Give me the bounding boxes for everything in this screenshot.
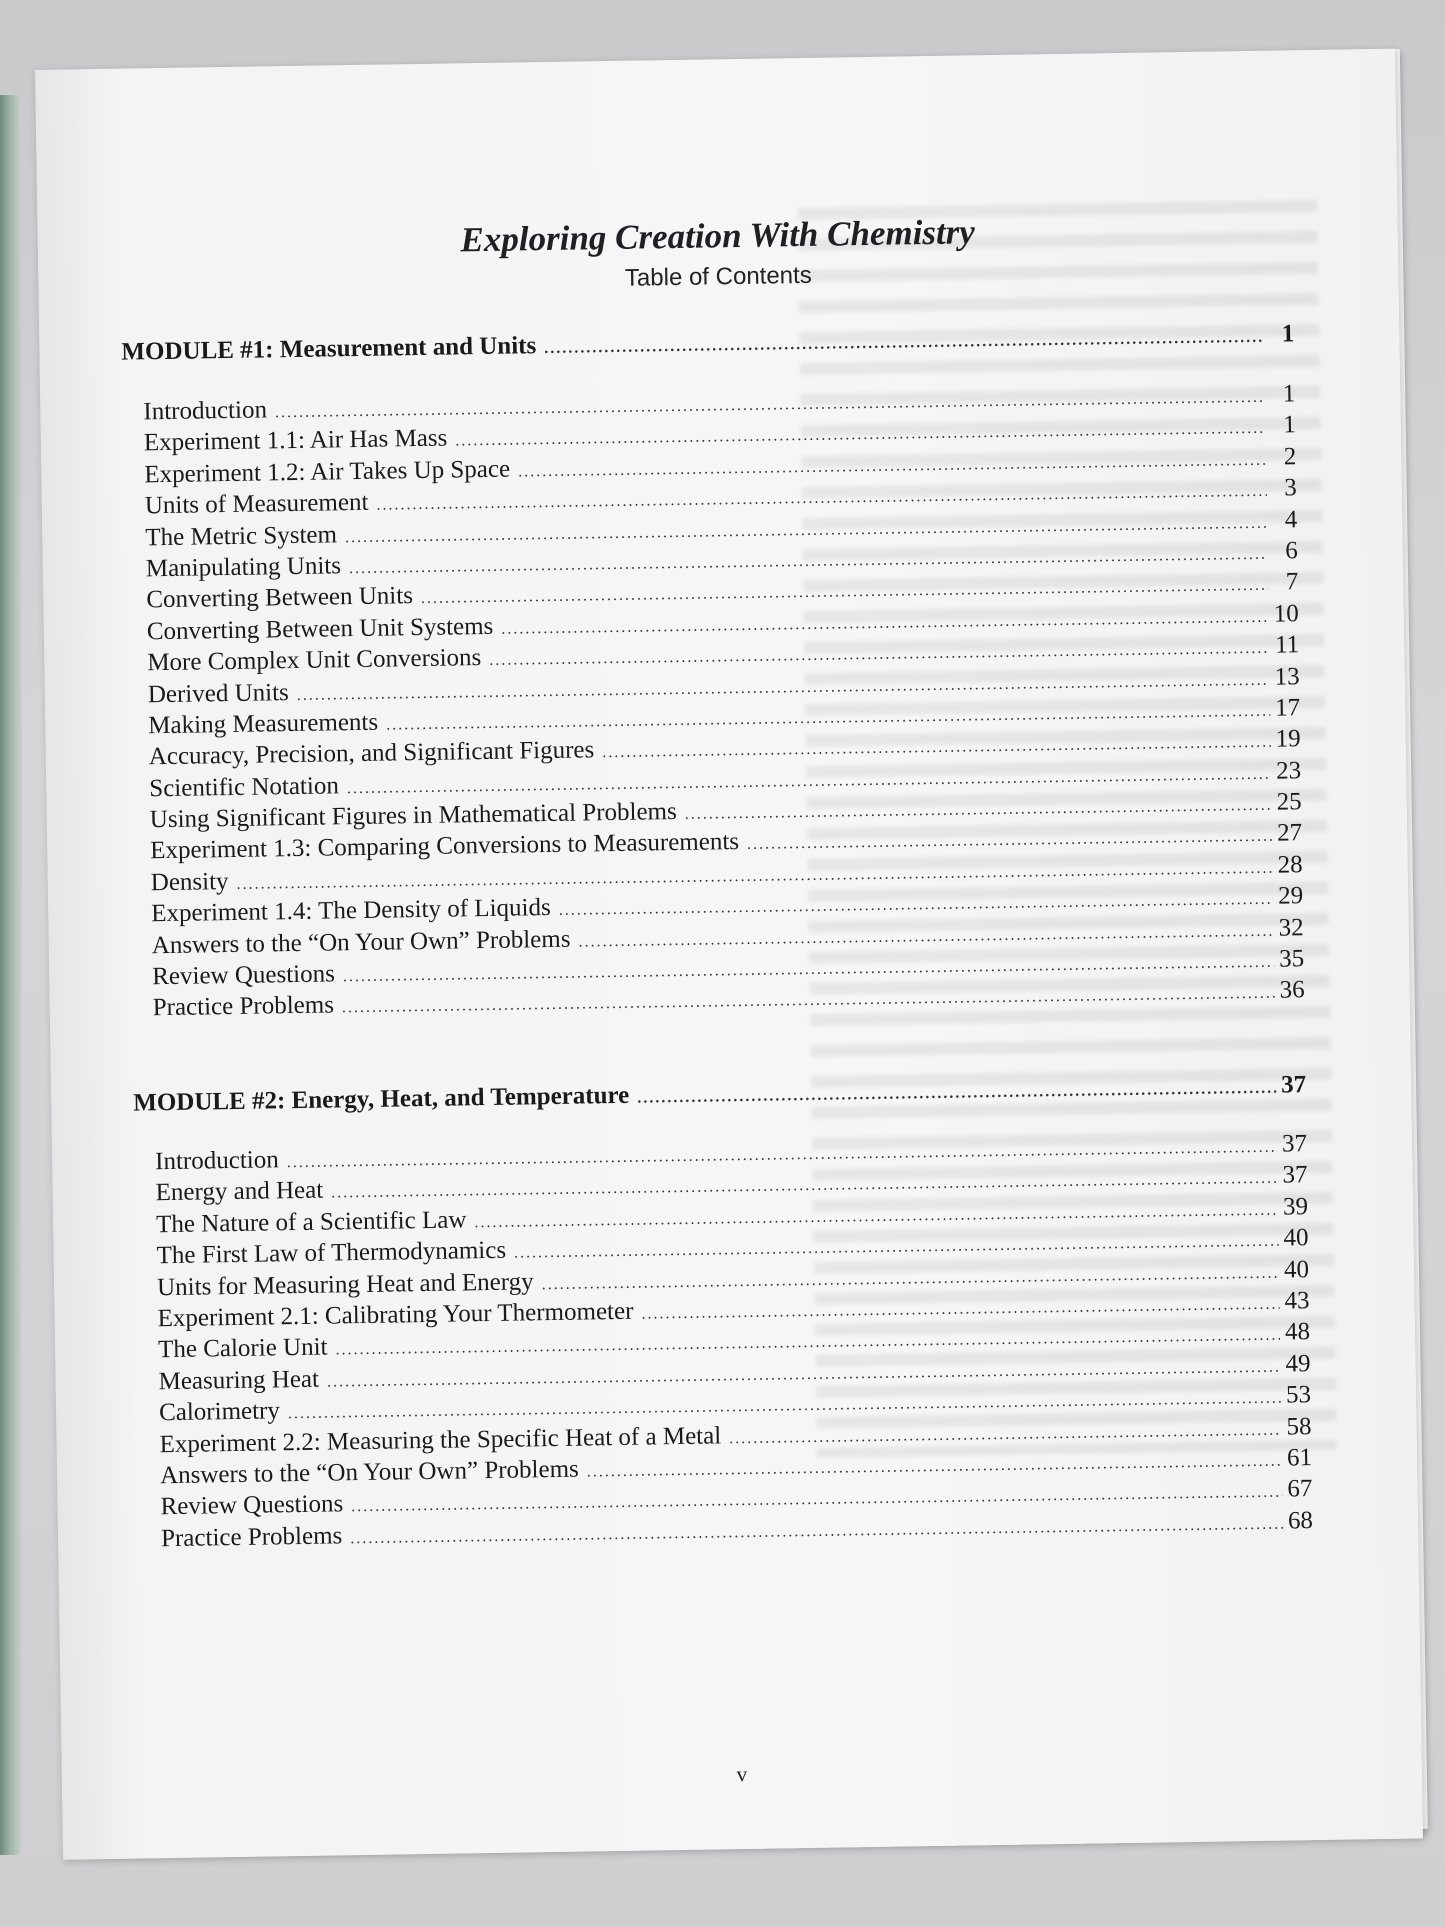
toc-entry-label: Experiment 2.2: Measuring the Specific Heat of a Metal [159, 1421, 722, 1458]
toc-entry-label: Scientific Notation [149, 772, 340, 802]
book-page [35, 49, 1423, 1860]
toc-entry-label: Experiment 1.1: Air Has Mass [143, 424, 448, 457]
toc-entry-label: Review Questions [160, 1490, 344, 1521]
toc-entry-page: 58 [1286, 1412, 1312, 1441]
toc-entry-page: 13 [1274, 662, 1300, 691]
toc-entry-label: Introduction [154, 1146, 279, 1176]
toc-entry-label: Accuracy, Precision, and Significant Figures [148, 736, 595, 771]
toc-entry-label: Converting Between Units [146, 582, 414, 614]
toc-entry-page: 17 [1274, 694, 1301, 722]
toc-entry-page: 37 [1281, 1130, 1308, 1158]
toc-entry-page: 37 [1282, 1161, 1308, 1189]
module-1-heading [121, 320, 1294, 366]
toc-entry-label: The First Law of Thermodynamics [156, 1236, 507, 1270]
toc-entry-label: Density [150, 867, 229, 897]
toc-entry-page: 4 [1284, 505, 1298, 533]
dot-leader [747, 828, 1272, 854]
module-2-entries [155, 1130, 1313, 1556]
toc-entry-label: Experiment 1.2: Air Takes Up Space [144, 455, 511, 489]
toc-entry-page: 1 [1282, 380, 1296, 408]
book-cover-edge [0, 95, 22, 1855]
toc-entry-page: 39 [1282, 1192, 1309, 1221]
toc-entry-label: Units of Measurement [144, 488, 369, 520]
module-heading-page: 1 [1281, 320, 1295, 348]
toc-entry-label: The Metric System [145, 520, 338, 551]
module-heading-label: MODULE #2: Energy, Heat, and Temperature [133, 1081, 630, 1117]
toc-entry-label: Converting Between Unit Systems [146, 612, 494, 646]
dot-leader [544, 329, 1264, 358]
toc-entry-label: Answers to the “On Your Own” Problems [159, 1455, 579, 1490]
module-2-heading [133, 1071, 1306, 1117]
toc-entry-page: 35 [1278, 945, 1305, 973]
toc-entry-label: Using Significant Figures in Mathematical Problems [149, 798, 677, 834]
toc-entry-label: The Nature of a Scientific Law [155, 1206, 467, 1239]
dot-leader [350, 1515, 1283, 1548]
toc-entry-label: The Calorie Unit [157, 1333, 328, 1364]
toc-entry-page: 7 [1285, 568, 1299, 596]
toc-entry-page: 6 [1284, 537, 1298, 565]
module-heading-page: 37 [1280, 1071, 1307, 1099]
toc-entry-label: Making Measurements [148, 708, 379, 740]
page-number: v [736, 1762, 748, 1787]
dot-leader [342, 985, 1275, 1018]
toc-entry-label: Experiment 1.3: Comparing Conversions to Measurements [150, 828, 740, 865]
toc-entry-label: Energy and Heat [155, 1177, 324, 1207]
toc-entry-page: 40 [1283, 1224, 1309, 1252]
toc-entry-page: 61 [1286, 1444, 1313, 1472]
dot-leader [685, 797, 1272, 824]
toc-entry-page: 2 [1283, 443, 1297, 471]
dot-leader [641, 1296, 1279, 1324]
toc-entry-page: 1 [1283, 411, 1296, 439]
toc-entry-page: 23 [1275, 756, 1302, 785]
toc-entry-label: Experiment 2.1: Calibrating Your Thermometer [157, 1297, 634, 1333]
toc-entry-page: 36 [1279, 976, 1305, 1004]
toc-entry-label: More Complex Unit Conversions [147, 644, 482, 677]
toc-entry-label: Calorimetry [158, 1397, 281, 1427]
toc-entry-page: 25 [1276, 788, 1302, 816]
book-title: Exploring Creation With Chemistry [460, 212, 976, 260]
toc-entry-label: Review Questions [152, 960, 336, 991]
toc-entry-label: Units for Measuring Heat and Energy [156, 1267, 534, 1301]
toc-entry-page: 32 [1278, 913, 1304, 942]
toc-entry-page: 48 [1284, 1318, 1311, 1346]
toc-subtitle: Table of Contents [624, 261, 812, 292]
toc-entry-label: Introduction [143, 396, 268, 426]
toc-entry-label: Derived Units [147, 678, 289, 708]
toc-entry-page: 11 [1274, 631, 1300, 659]
toc-entry-page: 3 [1284, 474, 1297, 502]
toc-entry-page: 28 [1277, 851, 1303, 879]
toc-entry-page: 43 [1284, 1287, 1310, 1315]
toc-entry-label: Measuring Heat [158, 1365, 320, 1395]
module-1-entries [143, 380, 1305, 1026]
toc-entry-page: 27 [1276, 819, 1303, 848]
toc-entry-page: 10 [1273, 599, 1299, 628]
toc-entry-label: Practice Problems [152, 991, 335, 1022]
toc-entry-page: 40 [1283, 1255, 1310, 1284]
toc-entry-label: Practice Problems [160, 1522, 343, 1552]
toc-entry-page: 68 [1287, 1506, 1314, 1535]
toc-entry-page: 19 [1275, 725, 1301, 753]
toc-entry-page: 49 [1285, 1349, 1311, 1378]
toc-entry-page: 53 [1285, 1381, 1312, 1409]
toc-entry-label: Answers to the “On Your Own” Problems [151, 925, 571, 959]
page-content [35, 49, 1423, 1860]
dot-leader [729, 1421, 1282, 1448]
toc-entry-label: Experiment 1.4: The Density of Liquids [151, 894, 551, 928]
toc-entry-label: Manipulating Units [145, 552, 342, 583]
module-heading-label: MODULE #1: Measurement and Units [121, 332, 537, 366]
dot-leader [637, 1080, 1276, 1108]
toc-entry-page: 67 [1287, 1475, 1313, 1503]
toc-entry-page: 29 [1277, 882, 1304, 910]
